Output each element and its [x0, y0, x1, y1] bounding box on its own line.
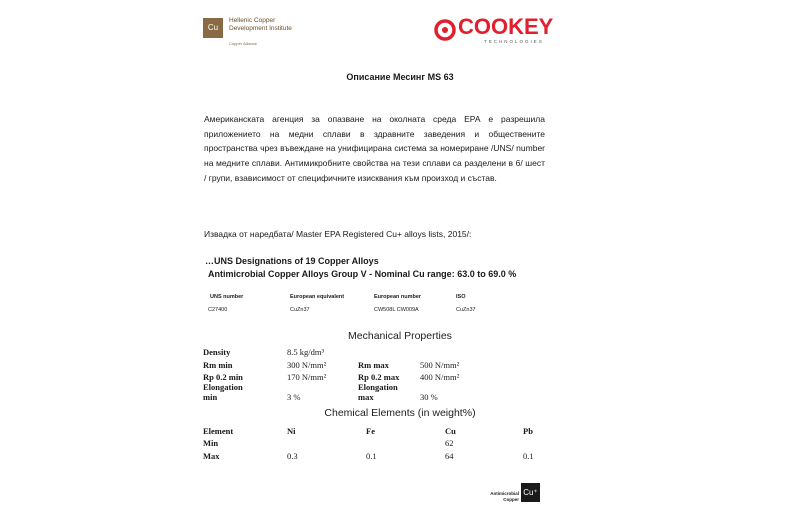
chemical-elements-title: Chemical Elements (in weight%) [324, 407, 476, 419]
designation-value-eu-equivalent: CuZn37 [290, 307, 310, 313]
designation-header-iso: ISO [456, 294, 466, 300]
intro-paragraph: Американската агенция за опазване на околната среда ЕРА е разрешила приложението на медни сплави в здравните заведения и обществените пространства чрез въвеждане на унифицирана система за номериране /UNS/ number на медните сплави. Антимикробните свойства на тези сплави са разделени в 6/ шест / групи, взависимост от специфичните изисквания към произход и състав. [204, 114, 545, 183]
chem-max-fe: 0.1 [366, 451, 377, 461]
elongation-max-label-line-1: Elongation [358, 382, 398, 392]
hcdi-line-1: Hellenic Copper [229, 17, 276, 24]
rp-min-label: Rp 0.2 min [203, 372, 243, 382]
designation-header-uns: UNS number [210, 294, 244, 300]
cookey-logo-subtitle: TECHNOLOGIES [484, 39, 544, 44]
designation-value-iso: CuZn37 [456, 307, 476, 313]
elongation-min-label-line-1: Elongation [203, 382, 243, 392]
designation-value-eu-number: CW508L CW009A [374, 307, 419, 313]
chem-header-fe: Fe [366, 426, 375, 436]
mechanical-properties-title: Mechanical Properties [348, 330, 452, 342]
cu-plus-logo-icon: Cu⁺ [521, 483, 540, 502]
rm-max-label: Rm max [358, 360, 389, 370]
rp-max-value: 400 N/mm² [420, 372, 460, 382]
designation-header-eu-number: European number [374, 294, 422, 300]
chem-max-pb: 0.1 [523, 451, 534, 461]
chem-header-pb: Pb [523, 426, 533, 436]
elongation-min-value: 3 % [287, 392, 301, 402]
chem-min-label: Min [203, 438, 219, 448]
cookey-logo-icon [434, 17, 456, 43]
hcdi-logo-symbol: Cu [203, 18, 223, 38]
elongation-max-value: 30 % [420, 392, 438, 402]
chem-max-cu: 64 [445, 451, 454, 461]
rm-min-label: Rm min [203, 360, 233, 370]
designation-value-uns: C27400 [208, 307, 228, 313]
elongation-max-label-line-2: max [358, 392, 374, 402]
hcdi-logo-text [229, 17, 292, 32]
hcdi-line-2: Development Institute [229, 24, 292, 32]
antimicrobial-copper-text [480, 491, 519, 503]
chem-header-element: Element [203, 426, 234, 436]
elongation-max-label [358, 382, 398, 402]
rm-max-value: 500 N/mm² [420, 360, 460, 370]
chem-max-label: Max [203, 451, 220, 461]
document-title: Описание Месинг MS 63 [346, 72, 454, 82]
chem-header-cu: Cu [445, 426, 456, 436]
elongation-min-label [203, 382, 243, 402]
elongation-min-label-line-2: min [203, 392, 218, 402]
group-heading: Antimicrobial Copper Alloys Group V - Nominal Cu range: 63.0 to 69.0 % [208, 269, 517, 279]
chem-min-cu: 62 [445, 438, 454, 448]
designation-header-eu-equivalent: European equivalent [290, 294, 345, 300]
density-value: 8.5 kg/dm³ [287, 347, 325, 357]
chem-header-ni: Ni [287, 426, 296, 436]
rp-max-label: Rp 0.2 max [358, 372, 400, 382]
uns-heading: …UNS Designations of 19 Copper Alloys [205, 256, 379, 266]
hcdi-logo-subtitle: Copper Alliance [229, 41, 258, 46]
cookey-logo-text: COOKEY [458, 14, 554, 39]
chem-max-ni: 0.3 [287, 451, 298, 461]
rm-min-value: 300 N/mm² [287, 360, 327, 370]
rp-min-value: 170 N/mm² [287, 372, 327, 382]
extract-line: Извадка от наредбата/ Master EPA Registered Cu+ alloys lists, 2015/: [204, 229, 472, 239]
antimicrobial-copper-line-2: Copper [503, 497, 519, 502]
antimicrobial-copper-line-1: Antimicrobial [490, 491, 519, 496]
density-label: Density [203, 347, 231, 357]
